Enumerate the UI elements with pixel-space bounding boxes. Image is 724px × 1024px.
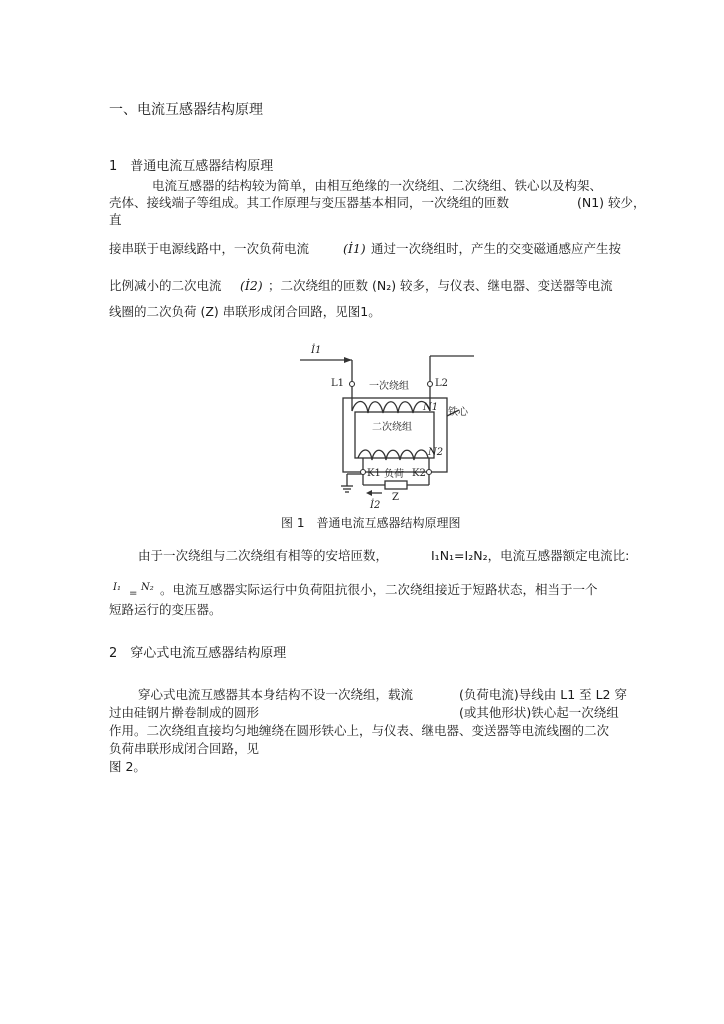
paragraph-1-line-3: 直 [109,212,122,227]
paragraph-1-line-2a: 壳体、接线端子等组成。其工作原理与变压器基本相同，一次绕组的匝数 [109,195,510,210]
paragraph-3-line-1b: (负荷电流)导线由 L1 至 L2 穿 [459,687,627,702]
paragraph-1-line-5b: ；二次绕组的匝数 (N₂) 较多，与仪表、继电器、变送器等电流 [268,278,613,293]
paragraph-1-line-2b: (N1) 较少， [577,195,646,210]
paragraph-3-line-1a: 穿心式电流互感器其本身结构不设一次绕组，载流 [138,687,414,702]
ratio-numerator: I₁ [113,582,121,593]
primary-current-symbol: (İ1) [343,241,366,256]
secondary-current-symbol: (İ2) [240,278,263,293]
paragraph-1-line-6: 线圈的二次负荷 (Z) 串联形成闭合回路，见图1。 [109,304,381,319]
paragraph-2-line-3: 短路运行的变压器。 [109,602,222,617]
figure-label-k1: K1 [367,468,381,479]
figure-label-n2: N2 [428,447,444,458]
paragraph-2-line-2: 。电流互感器实际运行中负荷阻抗很小，二次绕组接近于短路状态，相当于一个 [160,582,598,597]
paragraph-1-line-1: 电流互感器的结构较为简单，由相互绝缘的一次绕组、二次绕组、铁心以及构架、 [152,178,603,193]
paragraph-3-line-2b: (或其他形状)铁心起一次绕组 [459,705,619,720]
figure-label-primary-winding: 一次绕组 [369,381,409,392]
paragraph-1-line-4b: 通过一次绕组时，产生的交变磁通感应产生按 [371,241,622,256]
paragraph-3-line-3: 作用。二次绕组直接均匀地缠绕在圆形铁心上，与仪表、继电器、变送器等电流线圈的二次 [109,723,610,738]
section-1-heading: 1 普通电流互感器结构原理 [109,159,274,174]
paragraph-3-line-5: 图 2。 [109,759,146,774]
ratio-denominator: N₂ [141,582,154,593]
figure-label-n1: N1 [423,402,439,413]
section-title: 一、电流互感器结构原理 [109,102,263,118]
paragraph-1-line-4a: 接串联于电源线路中，一次负荷电流 [109,241,310,256]
figure-label-l2: L2 [435,378,449,389]
figure-label-core: 铁心 [448,407,468,418]
section-2-heading: 2 穿心式电流互感器结构原理 [109,646,287,661]
paragraph-1-line-5a: 比例减小的二次电流 [109,278,222,293]
paragraph-3-line-2a: 过由硅钢片擀卷制成的圆形 [109,705,260,720]
figure-label-z: Z [392,492,399,503]
ampere-turns-equation: I₁N₁=I₂N₂，电流互感器额定电流比: [431,548,630,563]
paragraph-2-line-1a: 由于一次绕组与二次绕组有相等的安培匝数， [138,548,389,563]
figure-label-load: 负荷 [384,469,404,480]
figure-label-l1: L1 [331,378,345,389]
ratio-equals: = [129,588,138,599]
figure-label-i2: İ2 [370,500,381,511]
figure-label-secondary-winding: 二次绕组 [372,422,412,433]
paragraph-3-line-4: 负荷串联形成闭合回路，见 [109,741,260,756]
figure-1-caption: 图 1 普通电流互感器结构原理图 [281,516,461,530]
figure-label-k2: K2 [412,468,426,479]
figure-label-i1: İ1 [311,345,322,356]
